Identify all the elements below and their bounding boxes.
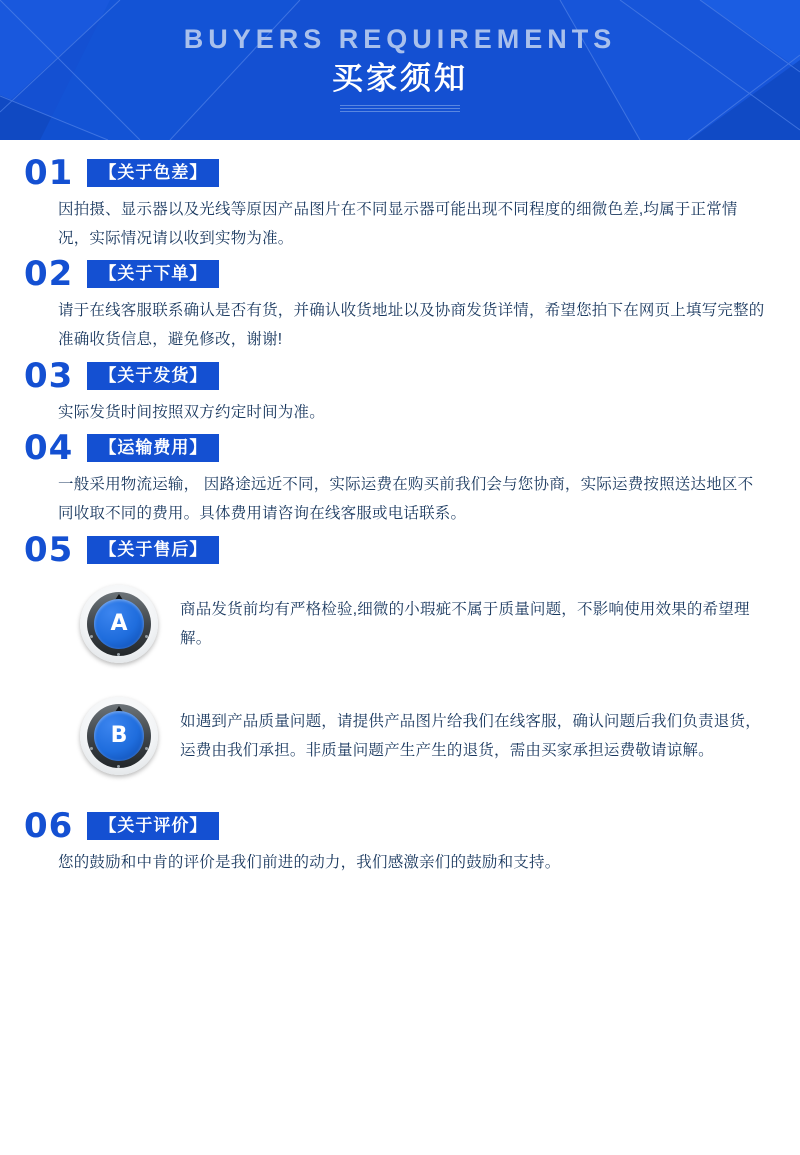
section-tag: 【关于下单】	[87, 260, 219, 288]
section-header	[24, 529, 776, 570]
knob-dot	[90, 635, 93, 638]
list-item	[24, 585, 776, 663]
bullet-letter: B	[110, 722, 128, 748]
after-sale-bullets	[24, 585, 776, 775]
knob-center	[94, 711, 144, 761]
section-body: 请于在线客服联系确认是否有货，并确认收货地址以及协商发货详情，希望您拍下在网页上填写完整的准确收货信息，避免修改，谢谢!	[58, 302, 765, 349]
knob-dot	[117, 765, 120, 768]
bullet-knob-a	[80, 585, 158, 663]
section-color-difference	[24, 153, 776, 253]
section-body: 一般采用物流运输， 因路途远近不同，实际运费在购买前我们会与您协商，实际运费按照送达地区不同收取不同的费用。具体费用请咨询在线客服或电话联系。	[58, 476, 754, 523]
banner-title-cn: 买家须知	[332, 60, 468, 96]
section-body: 实际发货时间按照双方约定时间为准。	[58, 403, 325, 421]
section-tag: 【关于评价】	[87, 812, 219, 840]
bullet-text: 商品发货前均有严格检验,细微的小瑕疵不属于质量问题，不影响使用效果的希望理解。	[180, 600, 750, 648]
knob-dot	[145, 747, 148, 750]
section-header	[24, 355, 776, 396]
bullet-knob-b	[80, 697, 158, 775]
knob-center	[94, 599, 144, 649]
section-number: 05	[24, 529, 74, 570]
section-body: 因拍摄、显示器以及光线等原因产品图片在不同显示器可能出现不同程度的细微色差,均属于正常情况，实际情况请以收到实物为准。	[58, 201, 738, 247]
section-header	[24, 153, 776, 193]
section-tag: 【关于售后】	[87, 536, 219, 564]
section-header	[24, 428, 776, 469]
section-body: 您的鼓励和中肯的评价是我们前进的动力，我们感激亲们的鼓励和支持。	[58, 853, 561, 871]
section-review	[24, 805, 776, 878]
knob-dot	[145, 635, 148, 638]
section-header	[24, 254, 776, 295]
bullet-text: 如遇到产品质量问题，请提供产品图片给我们在线客服，确认问题后我们负责退货，运费由我们承担。非质量问题产生产生的退货，需由买家承担运费敬请谅解。	[180, 712, 761, 760]
section-freight	[24, 428, 776, 528]
bullet-letter: A	[110, 610, 128, 636]
list-item	[24, 697, 776, 775]
knob-dot	[90, 747, 93, 750]
section-number: 03	[24, 355, 74, 396]
section-tag: 【运输费用】	[87, 434, 219, 462]
section-ordering	[24, 254, 776, 354]
banner-underline-decoration	[340, 105, 460, 114]
section-tag: 【关于发货】	[87, 362, 219, 390]
section-after-sale	[24, 529, 776, 775]
page-banner	[0, 0, 800, 140]
section-number: 02	[24, 254, 74, 295]
knob-dot	[117, 653, 120, 656]
section-number: 06	[24, 805, 74, 846]
section-number: 01	[24, 153, 74, 193]
banner-title-en: BUYERS REQUIREMENTS	[183, 23, 617, 54]
section-shipping	[24, 355, 776, 428]
section-number: 04	[24, 428, 74, 469]
section-header	[24, 805, 776, 846]
requirements-content	[0, 140, 800, 911]
section-tag: 【关于色差】	[87, 159, 219, 187]
